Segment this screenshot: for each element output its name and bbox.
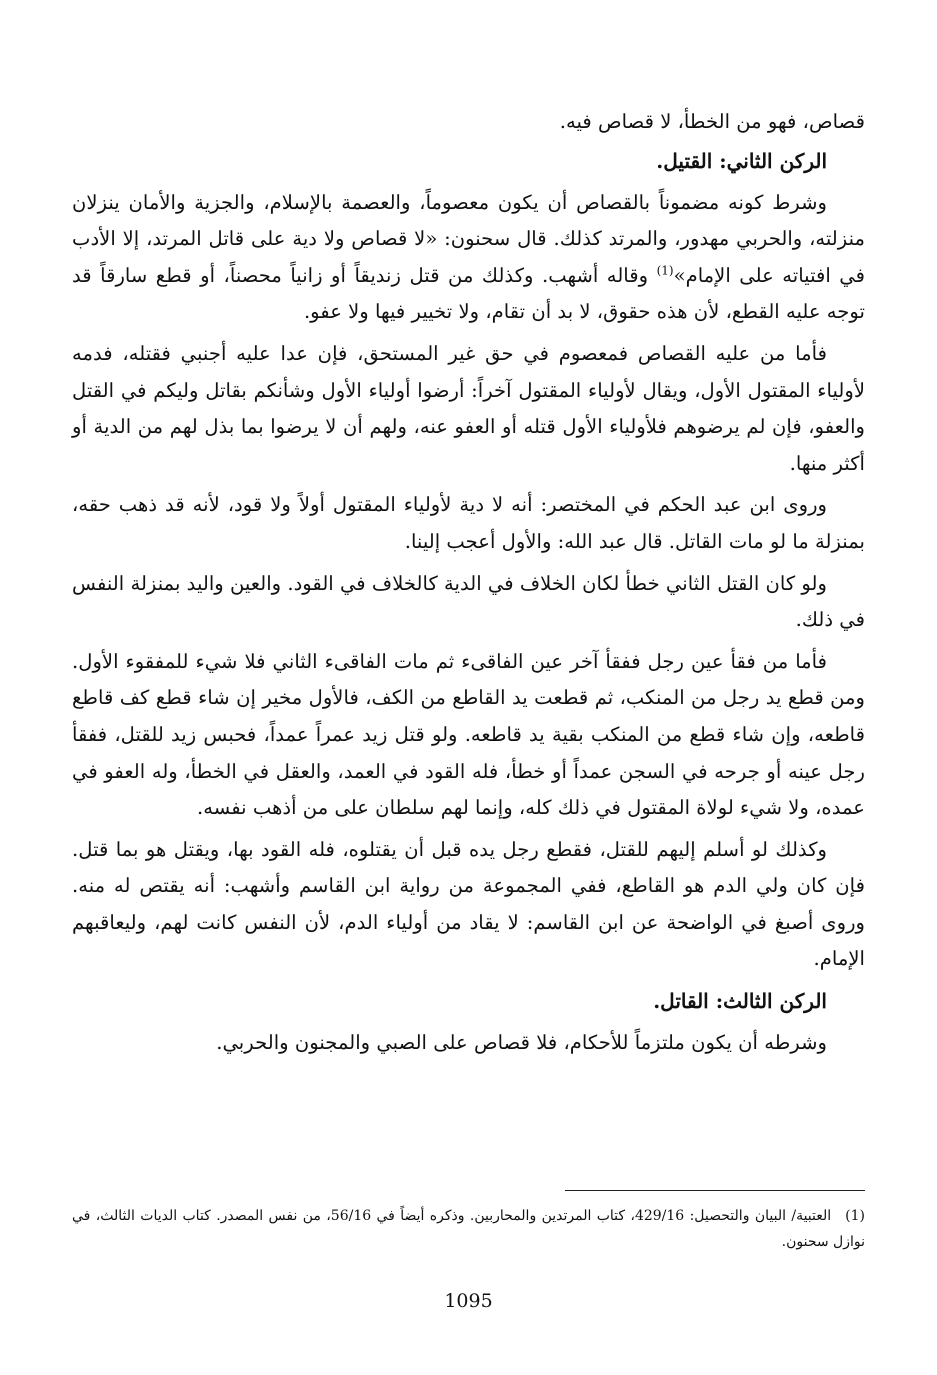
footnote-text: العتبية/ البيان والتحصيل: 429/16، كتاب المرتدين والمحاربين. وذكره أيضاً في 56/16، من نفس المصدر. كتاب الديات الثالث، في نوازل سحنون.: [72, 1208, 865, 1250]
page-number: 1095: [444, 1290, 493, 1312]
paragraph-2: فأما من عليه القصاص فمعصوم في حق غير المستحق، فإن عدا عليه أجنبي فقتله، فدمه لأولياء المقتول الأول، ويقال لأولياء المقتول آخراً: أرضوا أولياء الأول وشأنكم بقاتل وليكم في القتل والعفو، فإن لم يرضوهم فلأولياء الأول قتله أو العفو عنه، ولهم أن لا يرضوا بما بذل لهم من الدية أو أكثر منها.: [72, 341, 865, 475]
paragraph-7: وشرطه أن يكون ملتزماً للأحكام، فلا قصاص على الصبي والمجنون والحربي.: [216, 1031, 827, 1055]
main-text: [72, 104, 865, 1067]
paragraph-1: [72, 185, 865, 331]
footnote-divider: [565, 1190, 865, 1191]
paragraph-3: وروى ابن عبد الحكم في المختصر: أنه لا دية لأولياء المقتول أولاً ولا قود، لأنه قد ذهب حقه، بمنزلة ما لو مات القاتل. قال عبد الله: والأول أعجب إلينا.: [72, 493, 865, 553]
footnote-number: (1): [845, 1208, 866, 1224]
opening-line: قصاص، فهو من الخطأ، لا قصاص فيه.: [559, 110, 865, 133]
paragraph-5: فأما من فقأ عين رجل ففقأ آخر عين الفاقىء ثم مات الفاقىء الثاني فلا شيء للمفقوء الأول. ومن قطع يد رجل من المنكب، ثم قطعت يد القاطع من الكف، فالأول مخير إن شاء قطع كف قاطع قاطعه، وإن شاء قطع من المنكب بقية يد قاطعه. ولو قتل زيد عمراً عمداً، فحبس زيد للقتل، ففقأ رجل عينه أو جرحه في السجن عمداً أو خطأ، فله القود في العمد، والعقل في الخطأ، وله العفو في عمده، ولا شيء لولاة المقتول في ذلك كله، وإنما لهم سلطان على من أذهب نفسه.: [72, 649, 865, 820]
paragraph-1-a: وشرط كونه مضموناً بالقصاص أن يكون معصوماً، والعصمة بالإسلام، والجزية والأمان ينزلان منزلته، والحربي مهدور، والمرتد كذلك. قال سحنون: «لا قصاص ولا دية على قاتل المرتد، إلا الأدب في افتياته على الإمام»: [72, 190, 865, 287]
heading-victim: الركن الثاني: القتيل.: [656, 148, 827, 173]
paragraph-1-b: وقاله أشهب. وكذلك من قتل زنديقاً أو زانياً محصناً، أو قطع سارقاً قد توجه عليه القطع، لأن هذه حقوق، لا بد أن تقام، ولا تخيير فيها ولا عفو.: [72, 263, 865, 324]
footnote: [72, 1203, 865, 1255]
footnote-reference: (1): [656, 263, 674, 278]
heading-killer: الركن الثالث: القاتل.: [653, 989, 827, 1014]
paragraph-6: وكذلك لو أسلم إليهم للقتل، فقطع رجل يده قبل أن يقتلوه، فله القود بها، ويقتل هو بما قتل. فإن كان ولي الدم هو القاطع، ففي المجموعة من رواية ابن القاسم وأشهب: أنه يقتص له منه. وروى أصبغ في الواضحة عن ابن القاسم: لا يقاد من أولياء الدم، لأن النفس كانت لهم، وليعاقبهم الإمام.: [72, 837, 865, 971]
paragraph-4: ولو كان القتل الثاني خطأ لكان الخلاف في الدية كالخلاف في القود. والعين واليد بمنزلة النفس في ذلك.: [72, 571, 865, 632]
